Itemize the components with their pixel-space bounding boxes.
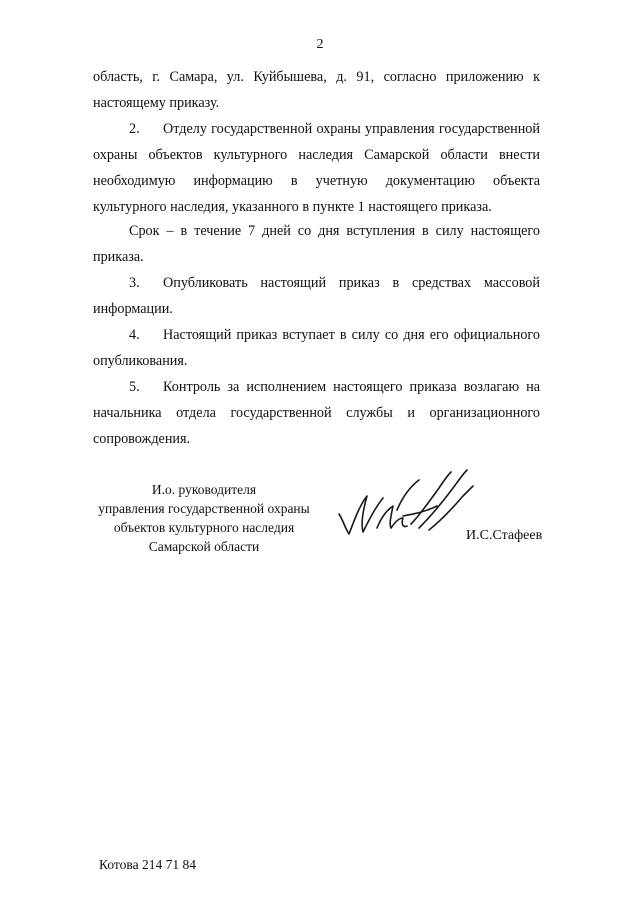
item-number: 2. <box>129 121 140 137</box>
item-number: 4. <box>129 327 140 343</box>
item-text: Настоящий приказ вступает в силу со дня его официального опубликования. <box>93 327 540 369</box>
item-number: 3. <box>129 275 140 291</box>
paragraph-continuation: область, г. Самара, ул. Куйбышева, д. 91, согласно приложению к настоящему приказу. <box>93 69 540 111</box>
page-number: 2 <box>316 37 324 52</box>
paragraph-item-5 <box>93 374 540 452</box>
signer-name: И.С.Стафеев <box>466 528 543 543</box>
item-number: 5. <box>129 379 140 395</box>
signatory-line: объектов культурного наследия <box>113 520 295 535</box>
handwritten-signature <box>333 466 478 546</box>
paragraph-item-2 <box>93 116 540 220</box>
paragraph-item-4 <box>93 322 540 374</box>
signatory-line: Самарской области <box>148 539 260 554</box>
item-text: Опубликовать настоящий приказ в средствах массовой информации. <box>93 275 540 317</box>
item-text: Отделу государственной охраны управления государственной охраны объектов культурного наследия Самарской области внести необходимую информацию в учетную документацию объекта культурного наследия, указанного в пункте 1 настоящего приказа. <box>93 121 540 215</box>
executor-contact: Котова 214 71 84 <box>99 857 196 872</box>
signatory-title <box>88 480 320 556</box>
paragraph-deadline: Срок – в течение 7 дней со дня вступления в силу настоящего приказа. <box>93 223 540 265</box>
item-text: Контроль за исполнением настоящего приказа возлагаю на начальника отдела государственной службы и организационного сопровождения. <box>93 379 540 447</box>
paragraph-item-3 <box>93 270 540 322</box>
signatory-line: управления государственной охраны <box>98 501 310 516</box>
signatory-line: И.о. руководителя <box>151 482 257 497</box>
